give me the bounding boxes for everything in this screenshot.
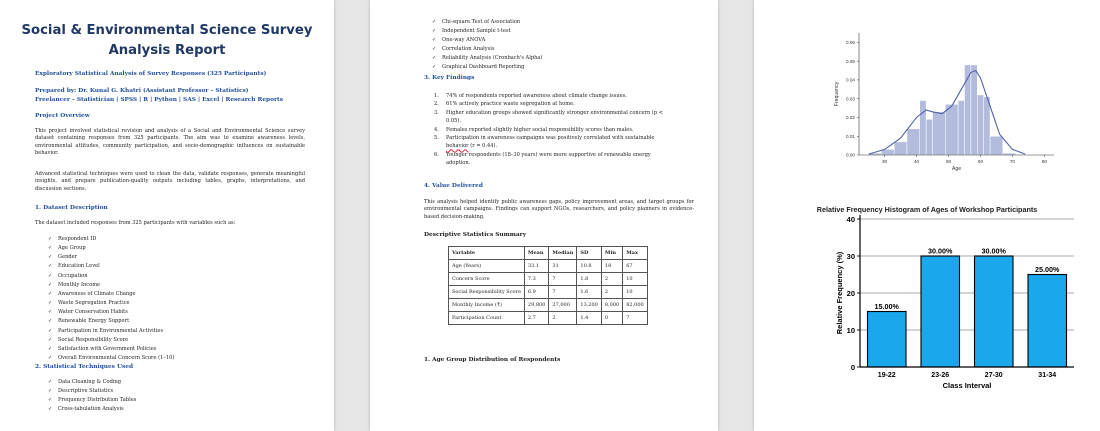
finding-number: 5. <box>434 135 439 142</box>
table-header-row <box>449 247 648 260</box>
finding-item <box>434 92 663 100</box>
table-cell: Concern Score <box>449 273 525 286</box>
x-tick-label: 19-22 <box>877 372 896 379</box>
checkmark-icon: ✓ <box>48 355 53 362</box>
x-axis-label: Class Interval <box>942 381 992 390</box>
y-axis-label: Frequency <box>834 81 840 107</box>
finding-number: 4. <box>434 126 439 133</box>
table-header-cell: Min <box>601 247 622 260</box>
finding-number: 6. <box>434 151 439 158</box>
document-page-2 <box>370 0 718 431</box>
checkmark-icon: ✓ <box>432 19 437 25</box>
finding-number: 3. <box>434 109 439 116</box>
finding-text: adoption. <box>446 160 471 167</box>
table-header-cell: Max <box>623 247 648 260</box>
key-findings-heading: 3. Key Findings <box>424 75 475 81</box>
finding-text: 61% actively practice waste segregation at home. <box>446 101 575 108</box>
finding-number: 1. <box>434 93 439 99</box>
key-findings-list <box>434 92 663 168</box>
finding-number: 2. <box>434 101 439 108</box>
technique-item-label: Frequency Distribution Tables <box>58 397 137 404</box>
histogram-bar <box>958 101 964 155</box>
table-cell: 10 <box>623 286 648 299</box>
technique-item-label: Reliability Analysis (Cronbach's Alpha) <box>442 54 543 61</box>
x-tick-label: 70 <box>1009 159 1016 164</box>
table-cell: 10.8 <box>577 260 602 273</box>
technique-item <box>48 378 136 387</box>
techniques-heading: 2. Statistical Techniques Used <box>35 364 134 370</box>
technique-item-label: Data Cleaning & Coding <box>58 379 122 385</box>
table-cell: 67 <box>623 260 648 273</box>
age-group-heading: 1. Age Group Distribution of Respondents <box>424 357 561 363</box>
variable-item-label: Satisfaction with Government Policies <box>58 345 157 352</box>
technique-item <box>432 54 542 63</box>
technique-item <box>432 27 542 36</box>
table-cell: Age (Years) <box>449 260 525 273</box>
variable-item-label: Social Responsibility Score <box>58 336 129 343</box>
freelancer-line: Freelancer – Statistician | SPSS | R | Python | SAS | Excel | Research Reports <box>35 97 283 103</box>
histogram-bar <box>971 65 977 155</box>
histogram-bar <box>977 95 983 155</box>
value-delivered-heading: 4. Value Delivered <box>424 183 483 189</box>
finding-text: Higher education groups showed significantly stronger environmental concern (p < <box>446 109 664 116</box>
document-page-1 <box>0 0 334 431</box>
table-cell: 0 <box>601 312 622 325</box>
y-tick-label: 30 <box>846 251 855 261</box>
prepared-by: Prepared by: Dr. Kunal G. Khatri (Assistant Professor – Statistics) <box>35 88 249 94</box>
x-tick-label: 50 <box>945 159 952 164</box>
technique-item <box>432 45 542 54</box>
finding-item <box>434 109 663 117</box>
data-label: 30.00% <box>981 246 1006 256</box>
y-tick-label: 0.00 <box>846 152 855 158</box>
bar <box>974 256 1013 367</box>
table-cell: 7.3 <box>524 273 549 286</box>
checkmark-icon: ✓ <box>48 345 53 352</box>
histogram-bar <box>945 104 958 155</box>
technique-item <box>48 396 136 405</box>
variable-item <box>48 354 174 363</box>
y-tick-label: 0.02 <box>846 115 855 121</box>
techniques-list-part2 <box>432 18 542 71</box>
x-tick-label: 23-26 <box>931 372 950 379</box>
checkmark-icon: ✓ <box>48 272 53 279</box>
table-cell: 18 <box>601 260 622 273</box>
table-row <box>449 273 648 286</box>
variable-item <box>48 235 174 244</box>
checkmark-icon: ✓ <box>432 63 437 70</box>
finding-text: Younger respondents (18–30 years) were more supportive of renewable energy <box>446 151 651 158</box>
technique-item-label: Independent Sample t-test <box>442 27 511 34</box>
x-tick-label: 27-30 <box>984 372 1003 379</box>
y-tick-label: 40 <box>846 214 855 224</box>
histogram-bar <box>933 112 946 155</box>
table-cell: Monthly Income (₹) <box>449 299 525 312</box>
finding-item <box>434 117 663 125</box>
table-cell: 31 <box>549 260 577 273</box>
x-tick-label: 30 <box>882 159 888 164</box>
y-tick-label: 20 <box>846 288 855 298</box>
table-cell: 2 <box>601 286 622 299</box>
y-tick-label: 0.05 <box>846 58 855 64</box>
checkmark-icon: ✓ <box>48 388 53 395</box>
relative-frequency-bar-chart <box>754 213 1100 403</box>
variable-item-label: Renewable Energy Support <box>58 318 130 325</box>
variable-item-label: Awareness of Climate Change <box>58 290 136 297</box>
finding-text: 74% of respondents reported awareness about climate change issues. <box>446 93 627 99</box>
variable-item-label: Respondent ID <box>58 236 97 242</box>
technique-item-label: One-way ANOVA <box>442 36 486 43</box>
variable-item <box>48 299 174 308</box>
x-tick-label: 31-34 <box>1038 372 1057 379</box>
checkmark-icon: ✓ <box>48 336 53 343</box>
data-label: 25.00% <box>1035 265 1060 274</box>
table-cell: Participation Count <box>449 312 525 325</box>
checkmark-icon: ✓ <box>48 263 53 270</box>
variable-item-label: Age Group <box>58 245 86 252</box>
bar <box>1028 275 1067 368</box>
report-title-line2: Analysis Report <box>108 43 226 58</box>
dataset-intro: The dataset included responses from 325 participants with variables such as: <box>35 220 236 226</box>
variable-item-label: Participation in Environmental Activities <box>58 327 164 334</box>
y-tick-label: 0.06 <box>846 39 855 45</box>
table-cell: 7 <box>549 286 577 299</box>
techniques-list-part1 <box>48 378 136 415</box>
table-cell: 10 <box>623 273 648 286</box>
table-row <box>449 299 648 312</box>
variable-item-label: Gender <box>58 254 78 261</box>
finding-item <box>434 159 663 167</box>
y-tick-label: 0 <box>850 362 855 372</box>
descriptive-stats-table <box>448 246 648 325</box>
checkmark-icon: ✓ <box>48 309 53 316</box>
technique-item-label: Descriptive Statistics <box>58 388 114 395</box>
table-cell: 2 <box>601 273 622 286</box>
table-cell: 27,000 <box>549 299 577 312</box>
variable-item <box>48 290 174 299</box>
table-cell: 1.6 <box>577 286 602 299</box>
variable-item-label: Occupation <box>58 272 88 279</box>
variable-item <box>48 345 174 354</box>
table-cell: 1.8 <box>577 273 602 286</box>
checkmark-icon: ✓ <box>432 36 437 43</box>
table-header-cell: Mean <box>524 247 549 260</box>
y-tick-label: 0.01 <box>846 133 855 139</box>
technique-item <box>432 36 542 45</box>
checkmark-icon: ✓ <box>432 27 437 34</box>
variable-item <box>48 262 174 271</box>
checkmark-icon: ✓ <box>48 236 53 242</box>
histogram-bar <box>926 119 932 155</box>
technique-item-label: Graphical Dashboard Reporting <box>442 63 525 70</box>
variable-item <box>48 336 174 345</box>
finding-item <box>434 142 663 150</box>
report-subtitle: Exploratory Statistical Analysis of Survey Responses (325 Participants) <box>35 71 267 77</box>
data-label: 30.00% <box>928 246 953 256</box>
table-cell: Social Responsibility Score <box>449 286 525 299</box>
variable-item <box>48 327 174 336</box>
finding-item <box>434 126 663 134</box>
variable-item <box>48 308 174 317</box>
variables-list <box>48 235 174 363</box>
finding-item <box>434 151 663 159</box>
dataset-heading: 1. Dataset Description <box>35 205 108 211</box>
technique-item <box>432 63 542 72</box>
histogram-bar <box>894 142 907 155</box>
project-overview-heading: Project Overview <box>35 113 90 119</box>
checkmark-icon: ✓ <box>48 281 53 288</box>
variable-item-label: Education Level <box>58 263 100 270</box>
overview-paragraph-2: Advanced statistical techniques were used to clean the data, validate responses, generate meaningful insights, and prepare publication-quality outputs including tables, graphs, interpretations, and discussion sections. <box>35 171 305 192</box>
variable-item-label: Overall Environmental Concern Score (1–10) <box>58 355 175 362</box>
y-axis-label: Relative Frequency (%) <box>835 251 844 335</box>
variable-item <box>48 253 174 262</box>
variable-item <box>48 244 174 253</box>
y-tick-label: 0.04 <box>846 77 855 83</box>
finding-text: behavior (r = 0.44). <box>446 143 498 150</box>
table-cell: 29,800 <box>524 299 549 312</box>
x-axis-label: Age <box>951 166 962 172</box>
table-row <box>449 286 648 299</box>
x-tick-label: 40 <box>913 159 920 164</box>
table-cell: 8,000 <box>601 299 622 312</box>
data-label: 15.00% <box>874 302 899 311</box>
histogram-bar <box>990 136 1003 155</box>
finding-item <box>434 134 663 142</box>
checkmark-icon: ✓ <box>48 379 53 385</box>
table-cell: 33.1 <box>524 260 549 273</box>
variable-item <box>48 317 174 326</box>
variable-item-label: Waste Segregation Practice <box>58 300 130 307</box>
finding-item <box>434 100 663 108</box>
table-cell: 7 <box>549 273 577 286</box>
document-page-3 <box>754 0 1100 431</box>
checkmark-icon: ✓ <box>48 397 53 404</box>
value-delivered-paragraph: This analysis helped identify public awareness gaps, policy improvement areas, and target groups for environmental campaigns. Findings can support NGOs, researchers, and policy planners in evidence-based decision-making. <box>424 199 694 220</box>
checkmark-icon: ✓ <box>432 54 437 61</box>
checkmark-icon: ✓ <box>48 254 53 261</box>
y-tick-label: 10 <box>846 325 855 335</box>
x-tick-label: 80 <box>1041 159 1047 164</box>
table-cell: 2.7 <box>524 312 549 325</box>
table-cell: 13,200 <box>577 299 602 312</box>
descriptive-stats-heading: Descriptive Statistics Summary <box>424 232 527 238</box>
table-cell: 82,000 <box>623 299 648 312</box>
table-cell: 6.9 <box>524 286 549 299</box>
technique-item-label: Chi-square Test of Association <box>442 19 521 25</box>
checkmark-icon: ✓ <box>48 318 53 325</box>
y-tick-label: 0.03 <box>846 96 855 102</box>
table-header-cell: SD <box>577 247 602 260</box>
x-tick-label: 60 <box>977 159 984 164</box>
variable-item-label: Monthly Income <box>58 281 101 288</box>
technique-item <box>432 18 542 27</box>
checkmark-icon: ✓ <box>48 327 53 334</box>
table-row <box>449 260 648 273</box>
technique-item <box>48 405 136 414</box>
table-header-cell: Median <box>549 247 577 260</box>
technique-item-label: Cross-tabulation Analysis <box>58 406 124 413</box>
age-histogram-chart <box>754 25 1100 210</box>
bar-chart-title: Relative Frequency Histogram of Ages of Workshop Participants <box>816 205 1038 214</box>
technique-item <box>48 387 136 396</box>
table-cell: 7 <box>623 312 648 325</box>
table-row <box>449 312 648 325</box>
report-title-line1: Social & Environmental Science Survey <box>21 23 313 38</box>
technique-item-label: Correlation Analysis <box>442 45 495 52</box>
finding-text: 0.05). <box>446 118 461 125</box>
histogram-bar <box>920 101 926 155</box>
checkmark-icon: ✓ <box>48 300 53 307</box>
table-header-cell: Variable <box>449 247 525 260</box>
checkmark-icon: ✓ <box>432 45 437 52</box>
table-cell: 1.4 <box>577 312 602 325</box>
finding-text: Participation in awareness campaigns was positively correlated with sustainable <box>446 135 655 142</box>
bar <box>921 256 960 367</box>
bar <box>867 312 906 368</box>
histogram-bar <box>984 97 990 155</box>
overview-paragraph-1: This project involved statistical revision and analysis of a Social and Environmental Science survey dataset containing responses from 325 participants. The aim was to examine awareness levels, environmental attitudes, community participation, and socio-demographic influences on sustainable behavior. <box>35 128 305 157</box>
variable-item <box>48 281 174 290</box>
table-cell: 2 <box>549 312 577 325</box>
finding-text: Females reported slightly higher social responsibility scores than males. <box>446 126 634 133</box>
checkmark-icon: ✓ <box>48 245 53 252</box>
checkmark-icon: ✓ <box>48 290 53 297</box>
checkmark-icon: ✓ <box>48 406 53 413</box>
variable-item-label: Water Conservation Habits <box>58 309 128 316</box>
histogram-bar <box>907 129 920 155</box>
variable-item <box>48 272 174 281</box>
